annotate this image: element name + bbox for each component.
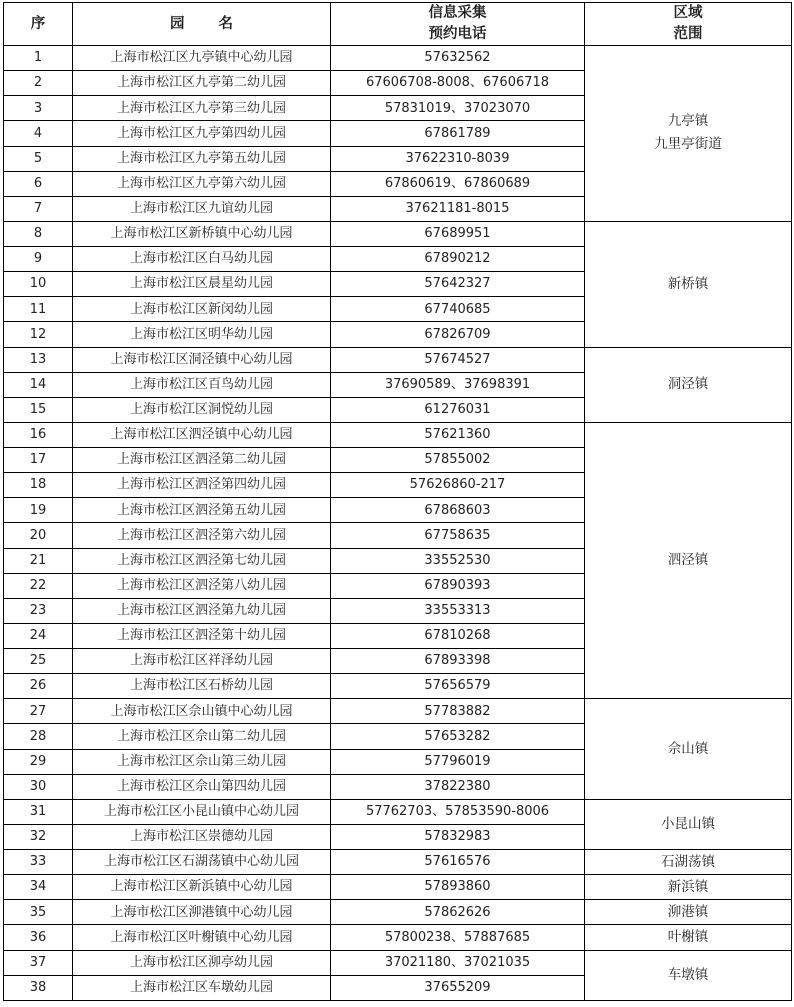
- row-index: 23: [4, 598, 73, 623]
- kindergarten-name: 上海市松江区小昆山镇中心幼儿园: [73, 799, 331, 824]
- kindergarten-name: 上海市松江区九亭第六幼儿园: [73, 171, 331, 196]
- appointment-phone: 57893860: [331, 875, 585, 900]
- row-index: 20: [4, 523, 73, 548]
- appointment-phone: 67606708-8008、67606718: [331, 71, 585, 96]
- appointment-phone: 37621181-8015: [331, 196, 585, 221]
- kindergarten-name: 上海市松江区泗泾第七幼儿园: [73, 548, 331, 573]
- row-index: 14: [4, 372, 73, 397]
- kindergarten-name: 上海市松江区新闵幼儿园: [73, 297, 331, 322]
- row-index: 34: [4, 875, 73, 900]
- header-region: [585, 3, 792, 46]
- row-index: 12: [4, 322, 73, 347]
- row-index: 15: [4, 397, 73, 422]
- appointment-phone: 67810268: [331, 623, 585, 648]
- row-index: 4: [4, 121, 73, 146]
- region-cell: [585, 422, 792, 698]
- table-body: [4, 46, 792, 1001]
- appointment-phone: 67868603: [331, 498, 585, 523]
- kindergarten-name: 上海市松江区佘山镇中心幼儿园: [73, 699, 331, 724]
- kindergarten-name: 上海市松江区佘山第四幼儿园: [73, 774, 331, 799]
- appointment-phone: 57783882: [331, 699, 585, 724]
- region-line: 新桥镇: [667, 275, 709, 292]
- appointment-phone: 67890393: [331, 573, 585, 598]
- kindergarten-name: 上海市松江区叶榭镇中心幼儿园: [73, 925, 331, 950]
- table-row: [4, 347, 792, 372]
- row-index: 6: [4, 171, 73, 196]
- appointment-phone: 57832983: [331, 824, 585, 849]
- appointment-phone: 33553313: [331, 598, 585, 623]
- region-line: 佘山镇: [667, 740, 709, 757]
- kindergarten-name: 上海市松江区泗泾第五幼儿园: [73, 498, 331, 523]
- kindergarten-name: 上海市松江区泗泾第二幼儿园: [73, 448, 331, 473]
- table-row: [4, 875, 792, 900]
- kindergarten-name: 上海市松江区九亭第三幼儿园: [73, 96, 331, 121]
- region-cell: [585, 347, 792, 422]
- region-line: 车墩镇: [667, 966, 709, 983]
- kindergarten-name: 上海市松江区石湖荡镇中心幼儿园: [73, 850, 331, 875]
- row-index: 22: [4, 573, 73, 598]
- header-region-line-1: 区域: [673, 5, 703, 21]
- kindergarten-name: 上海市松江区九亭第四幼儿园: [73, 121, 331, 146]
- row-index: 35: [4, 900, 73, 925]
- region-cell: [585, 46, 792, 222]
- row-index: 16: [4, 422, 73, 447]
- region-cell: [585, 900, 792, 925]
- appointment-phone: 57656579: [331, 674, 585, 699]
- row-index: 37: [4, 950, 73, 975]
- header-phone-line-1: 信息采集: [428, 5, 487, 21]
- kindergarten-name: 上海市松江区九亭第二幼儿园: [73, 71, 331, 96]
- kindergarten-name: 上海市松江区晨星幼儿园: [73, 272, 331, 297]
- kindergarten-name: 上海市松江区泖亭幼儿园: [73, 950, 331, 975]
- kindergarten-name: 上海市松江区泗泾第十幼儿园: [73, 623, 331, 648]
- region-line: 洞泾镇: [667, 376, 709, 393]
- kindergarten-name: 上海市松江区车墩幼儿园: [73, 975, 331, 1000]
- kindergarten-name: 上海市松江区泗泾镇中心幼儿园: [73, 422, 331, 447]
- kindergarten-name: 上海市松江区百鸟幼儿园: [73, 372, 331, 397]
- kindergarten-name: 上海市松江区泗泾第八幼儿园: [73, 573, 331, 598]
- appointment-phone: 37622310-8039: [331, 146, 585, 171]
- region-line: 石湖荡镇: [661, 853, 715, 870]
- table-row: [4, 900, 792, 925]
- appointment-phone: 67758635: [331, 523, 585, 548]
- row-index: 24: [4, 623, 73, 648]
- row-index: 38: [4, 975, 73, 1000]
- header-name-char-1: 园: [170, 15, 185, 32]
- table-row: [4, 950, 792, 975]
- row-index: 1: [4, 46, 73, 71]
- appointment-phone: 67893398: [331, 649, 585, 674]
- appointment-phone: 57632562: [331, 46, 585, 71]
- region-cell: [585, 221, 792, 347]
- table-row: [4, 799, 792, 824]
- table-row: [4, 422, 792, 447]
- row-index: 18: [4, 473, 73, 498]
- appointment-phone: 57626860-217: [331, 473, 585, 498]
- region-line: 九里亭街道: [654, 136, 722, 153]
- kindergarten-name: 上海市松江区新浜镇中心幼儿园: [73, 875, 331, 900]
- region-line: 小昆山镇: [661, 815, 715, 832]
- appointment-phone: 37655209: [331, 975, 585, 1000]
- row-index: 2: [4, 71, 73, 96]
- table-row: [4, 46, 792, 71]
- row-index: 3: [4, 96, 73, 121]
- row-index: 27: [4, 699, 73, 724]
- kindergarten-name: 上海市松江区白马幼儿园: [73, 247, 331, 272]
- kindergarten-name: 上海市松江区新桥镇中心幼儿园: [73, 221, 331, 246]
- appointment-phone: 57674527: [331, 347, 585, 372]
- appointment-phone: 57862626: [331, 900, 585, 925]
- row-index: 11: [4, 297, 73, 322]
- row-index: 33: [4, 850, 73, 875]
- appointment-phone: 67740685: [331, 297, 585, 322]
- region-cell: [585, 950, 792, 1000]
- region-line: 叶榭镇: [667, 928, 709, 945]
- appointment-phone: 57642327: [331, 272, 585, 297]
- appointment-phone: 57855002: [331, 448, 585, 473]
- kindergarten-name: 上海市松江区石桥幼儿园: [73, 674, 331, 699]
- appointment-phone: 33552530: [331, 548, 585, 573]
- kindergarten-name: 上海市松江区佘山第三幼儿园: [73, 749, 331, 774]
- kindergarten-name: 上海市松江区泗泾第九幼儿园: [73, 598, 331, 623]
- appointment-phone: 57796019: [331, 749, 585, 774]
- row-index: 32: [4, 824, 73, 849]
- header-row: [4, 3, 792, 46]
- header-name-char-2: 名: [218, 15, 233, 32]
- kindergarten-name: 上海市松江区泗泾第四幼儿园: [73, 473, 331, 498]
- appointment-phone: 67861789: [331, 121, 585, 146]
- row-index: 13: [4, 347, 73, 372]
- row-index: 19: [4, 498, 73, 523]
- row-index: 7: [4, 196, 73, 221]
- row-index: 31: [4, 799, 73, 824]
- kindergarten-name: 上海市松江区九谊幼儿园: [73, 196, 331, 221]
- header-phone-line-2: 预约电话: [428, 26, 487, 42]
- appointment-phone: 57762703、57853590-8006: [331, 799, 585, 824]
- kindergarten-name: 上海市松江区洞泾镇中心幼儿园: [73, 347, 331, 372]
- region-cell: [585, 850, 792, 875]
- row-index: 30: [4, 774, 73, 799]
- kindergarten-name: 上海市松江区泖港镇中心幼儿园: [73, 900, 331, 925]
- appointment-phone: 67890212: [331, 247, 585, 272]
- region-cell: [585, 925, 792, 950]
- header-region-line-2: 范围: [673, 26, 703, 42]
- header-index: 序: [4, 3, 73, 46]
- row-index: 29: [4, 749, 73, 774]
- appointment-phone: 67860619、67860689: [331, 171, 585, 196]
- appointment-phone: 57653282: [331, 724, 585, 749]
- kindergarten-name: 上海市松江区佘山第二幼儿园: [73, 724, 331, 749]
- region-cell: [585, 799, 792, 849]
- region-cell: [585, 699, 792, 800]
- kindergarten-name: 上海市松江区九亭镇中心幼儿园: [73, 46, 331, 71]
- table-row: [4, 925, 792, 950]
- kindergarten-name: 上海市松江区洞悦幼儿园: [73, 397, 331, 422]
- region-line: 泖港镇: [667, 903, 709, 920]
- appointment-phone: 57621360: [331, 422, 585, 447]
- appointment-phone: 37021180、37021035: [331, 950, 585, 975]
- appointment-phone: 57616576: [331, 850, 585, 875]
- region-line: 新浜镇: [667, 878, 709, 895]
- appointment-phone: 37690589、37698391: [331, 372, 585, 397]
- row-index: 25: [4, 649, 73, 674]
- row-index: 8: [4, 221, 73, 246]
- kindergarten-name: 上海市松江区泗泾第六幼儿园: [73, 523, 331, 548]
- row-index: 5: [4, 146, 73, 171]
- appointment-phone: 37822380: [331, 774, 585, 799]
- appointment-phone: 61276031: [331, 397, 585, 422]
- table-row: [4, 850, 792, 875]
- table-row: [4, 699, 792, 724]
- row-index: 17: [4, 448, 73, 473]
- appointment-phone: 57800238、57887685: [331, 925, 585, 950]
- table-row: [4, 221, 792, 246]
- appointment-phone: 67689951: [331, 221, 585, 246]
- header-name: [73, 3, 331, 46]
- row-index: 26: [4, 674, 73, 699]
- region-line: 九亭镇: [667, 113, 709, 130]
- region-line: 泗泾镇: [667, 552, 709, 569]
- appointment-phone: 57831019、37023070: [331, 96, 585, 121]
- row-index: 21: [4, 548, 73, 573]
- kindergarten-name: 上海市松江区崇德幼儿园: [73, 824, 331, 849]
- kindergarten-name: 上海市松江区九亭第五幼儿园: [73, 146, 331, 171]
- kindergarten-table: [3, 2, 792, 1001]
- row-index: 36: [4, 925, 73, 950]
- header-phone: [331, 3, 585, 46]
- row-index: 28: [4, 724, 73, 749]
- row-index: 9: [4, 247, 73, 272]
- kindergarten-name: 上海市松江区明华幼儿园: [73, 322, 331, 347]
- kindergarten-name: 上海市松江区祥泽幼儿园: [73, 649, 331, 674]
- appointment-phone: 67826709: [331, 322, 585, 347]
- region-cell: [585, 875, 792, 900]
- row-index: 10: [4, 272, 73, 297]
